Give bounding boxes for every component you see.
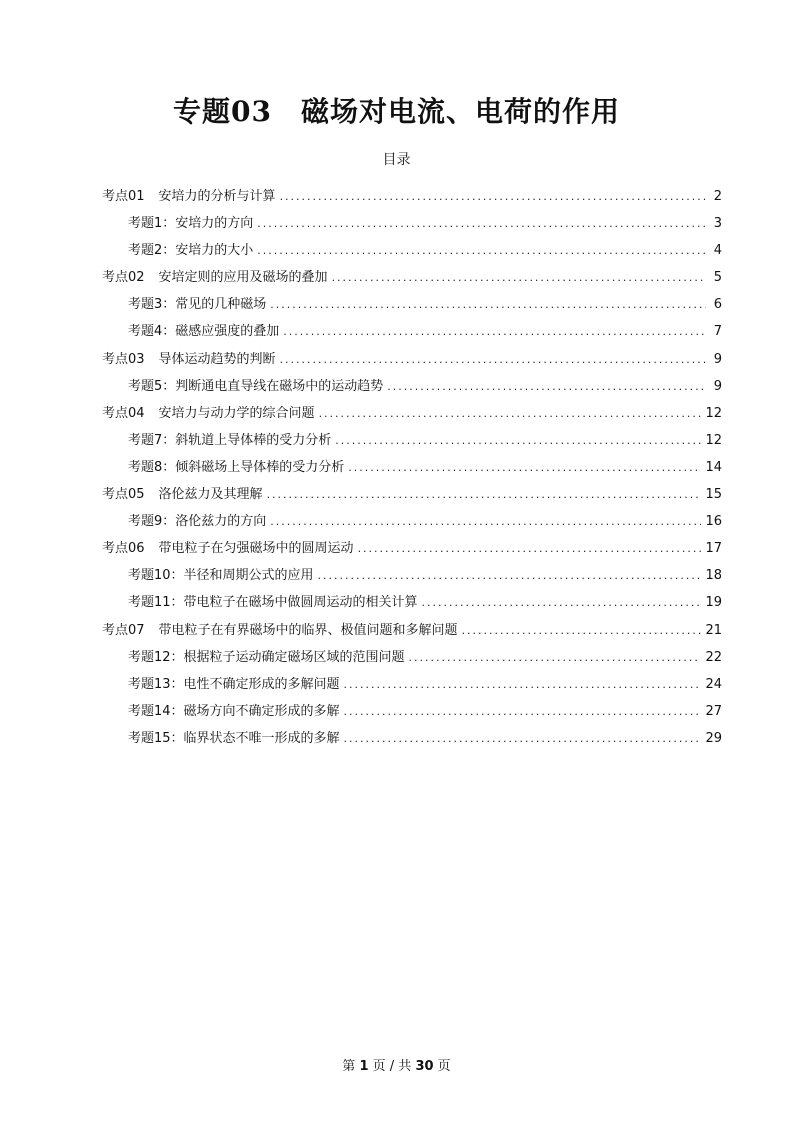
toc-entry-title: [128, 698, 340, 725]
toc-page-number: 3: [713, 216, 722, 232]
toc-entry-number: 考点03: [102, 351, 145, 367]
toc-section-entry[interactable]: [102, 264, 722, 291]
toc-dot-leader: [332, 264, 706, 291]
toc-entry-title: [128, 562, 314, 589]
toc-subsection-entry[interactable]: [102, 644, 722, 671]
toc-entry-label: 考题4：磁感应强度的叠加: [128, 324, 280, 340]
footer-middle: 页 / 共: [372, 1059, 412, 1074]
toc-dot-leader: [344, 698, 702, 725]
toc-page-number: 18: [705, 568, 722, 584]
toc-entry-title: [128, 644, 405, 671]
toc-page-number: 9: [713, 378, 722, 394]
toc-entry-label: 考题2：安培力的大小: [128, 243, 254, 259]
toc-section-entry[interactable]: [102, 400, 722, 427]
toc-entry-title: [102, 264, 328, 291]
toc-entry-title: [128, 589, 418, 616]
toc-entry-label: 带电粒子在匀强磁场中的圆周运动: [158, 541, 354, 557]
toc-subsection-entry[interactable]: [102, 318, 722, 345]
toc-entry-title: [128, 454, 344, 481]
toc-entry-number: 考点02: [102, 270, 145, 286]
toc-entry-label: 考题15：临界状态不唯一形成的多解: [128, 730, 340, 746]
toc-entry-title: [102, 617, 458, 644]
toc-page-number: 9: [713, 351, 722, 367]
toc-page-number: 16: [705, 514, 722, 530]
page-footer: [0, 1057, 793, 1077]
toc-dot-leader: [257, 237, 706, 264]
toc-page-number: 24: [705, 676, 722, 692]
toc-subsection-entry[interactable]: [102, 698, 722, 725]
toc-subsection-entry[interactable]: [102, 427, 722, 454]
toc-entry-label: 安培定则的应用及磁场的叠加: [158, 270, 328, 286]
toc-entry-label: 考题8：倾斜磁场上导体棒的受力分析: [128, 459, 345, 475]
toc-entry-label: 考题14：磁场方向不确定形成的多解: [128, 703, 340, 719]
toc-entry-number: 考点05: [102, 487, 145, 503]
toc-subsection-entry[interactable]: [102, 508, 722, 535]
toc-subsection-entry[interactable]: [102, 291, 722, 318]
toc-entry-title: [128, 508, 266, 535]
toc-entry-label: 考题10：半径和周期公式的应用: [128, 568, 314, 584]
toc-dot-leader: [267, 481, 702, 508]
toc-page-number: 6: [713, 297, 722, 313]
toc-page-number: 4: [713, 243, 722, 259]
toc-heading: 目录: [382, 152, 411, 168]
toc-subsection-entry[interactable]: [102, 454, 722, 481]
toc-section-entry[interactable]: [102, 617, 722, 644]
toc-page-number: 21: [705, 622, 722, 638]
toc-dot-leader: [422, 589, 702, 616]
toc-entry-label: 安培力的分析与计算: [158, 189, 276, 204]
toc-page-number: 7: [713, 324, 722, 340]
toc-entry-number: 考点07: [102, 622, 145, 638]
toc-entry-number: 考点04: [102, 405, 145, 421]
toc-entry-title: [102, 481, 263, 508]
table-of-contents: [102, 183, 722, 752]
toc-page-number: 2: [713, 189, 722, 204]
toc-dot-leader: [319, 400, 702, 427]
toc-dot-leader: [280, 183, 706, 210]
toc-entry-label: 导体运动趋势的判断: [158, 351, 276, 367]
toc-entry-label: 考题9：洛伦兹力的方向: [128, 514, 267, 530]
page-title: 专题03 磁场对电流、电荷的作用: [173, 95, 620, 128]
toc-page-number: 27: [705, 703, 722, 719]
toc-section-entry[interactable]: [102, 183, 722, 210]
toc-entry-title: [102, 183, 276, 210]
toc-entry-title: [102, 535, 354, 562]
toc-page-number: 12: [705, 405, 722, 421]
toc-subsection-entry[interactable]: [102, 671, 722, 698]
toc-entry-title: [128, 210, 253, 237]
toc-entry-title: [128, 237, 253, 264]
toc-entry-title: [128, 671, 340, 698]
toc-entry-title: [128, 318, 279, 345]
total-page-count: 30: [415, 1059, 434, 1074]
toc-dot-leader: [462, 617, 702, 644]
toc-dot-leader: [387, 373, 706, 400]
toc-dot-leader: [409, 644, 702, 671]
toc-entry-label: 考题11：带电粒子在磁场中做圆周运动的相关计算: [128, 595, 418, 611]
toc-dot-leader: [257, 210, 706, 237]
toc-entry-label: 安培力与动力学的综合问题: [158, 405, 315, 421]
toc-subsection-entry[interactable]: [102, 589, 722, 616]
toc-dot-leader: [280, 346, 706, 373]
toc-entry-label: 考题7：斜轨道上导体棒的受力分析: [128, 432, 332, 448]
toc-entry-label: 考题12：根据粒子运动确定磁场区域的范围问题: [128, 649, 405, 665]
toc-entry-title: [102, 400, 315, 427]
toc-dot-leader: [335, 427, 701, 454]
toc-dot-leader: [283, 318, 706, 345]
toc-page-number: 19: [705, 595, 722, 611]
toc-page-number: 22: [705, 649, 722, 665]
toc-section-entry[interactable]: [102, 481, 722, 508]
toc-entry-title: [128, 291, 266, 318]
toc-entry-number: 考点01: [102, 189, 145, 204]
toc-page-number: 15: [705, 487, 722, 503]
toc-entry-label: 考题3：常见的几种磁场: [128, 297, 267, 313]
toc-entry-title: [102, 346, 276, 373]
toc-dot-leader: [270, 291, 706, 318]
toc-entry-number: 考点06: [102, 541, 145, 557]
toc-section-entry[interactable]: [102, 346, 722, 373]
toc-entry-label: 洛伦兹力及其理解: [158, 487, 263, 503]
toc-entry-title: [128, 373, 383, 400]
toc-section-entry[interactable]: [102, 535, 722, 562]
toc-entry-label: 考题13：电性不确定形成的多解问题: [128, 676, 340, 692]
toc-dot-leader: [344, 671, 702, 698]
toc-entry-title: [128, 725, 340, 752]
footer-suffix: 页: [437, 1059, 451, 1074]
toc-page-number: 14: [705, 459, 722, 475]
toc-entry-label: 考题5：判断通电直导线在磁场中的运动趋势: [128, 378, 384, 394]
toc-subsection-entry[interactable]: [102, 725, 722, 752]
toc-dot-leader: [348, 454, 701, 481]
toc-dot-leader: [318, 562, 702, 589]
toc-entry-label: 考题1：安培力的方向: [128, 216, 254, 232]
toc-page-number: 17: [705, 541, 722, 557]
toc-page-number: 29: [705, 730, 722, 746]
toc-page-number: 12: [705, 432, 722, 448]
toc-entry-title: [128, 427, 331, 454]
toc-dot-leader: [358, 535, 702, 562]
toc-page-number: 5: [713, 270, 722, 286]
toc-subsection-entry[interactable]: [102, 373, 722, 400]
current-page-number: 1: [359, 1059, 369, 1074]
footer-prefix: 第: [342, 1059, 356, 1074]
toc-dot-leader: [270, 508, 701, 535]
toc-dot-leader: [344, 725, 702, 752]
toc-subsection-entry[interactable]: [102, 237, 722, 264]
toc-entry-label: 带电粒子在有界磁场中的临界、极值问题和多解问题: [158, 622, 458, 638]
toc-subsection-entry[interactable]: [102, 210, 722, 237]
toc-subsection-entry[interactable]: [102, 562, 722, 589]
